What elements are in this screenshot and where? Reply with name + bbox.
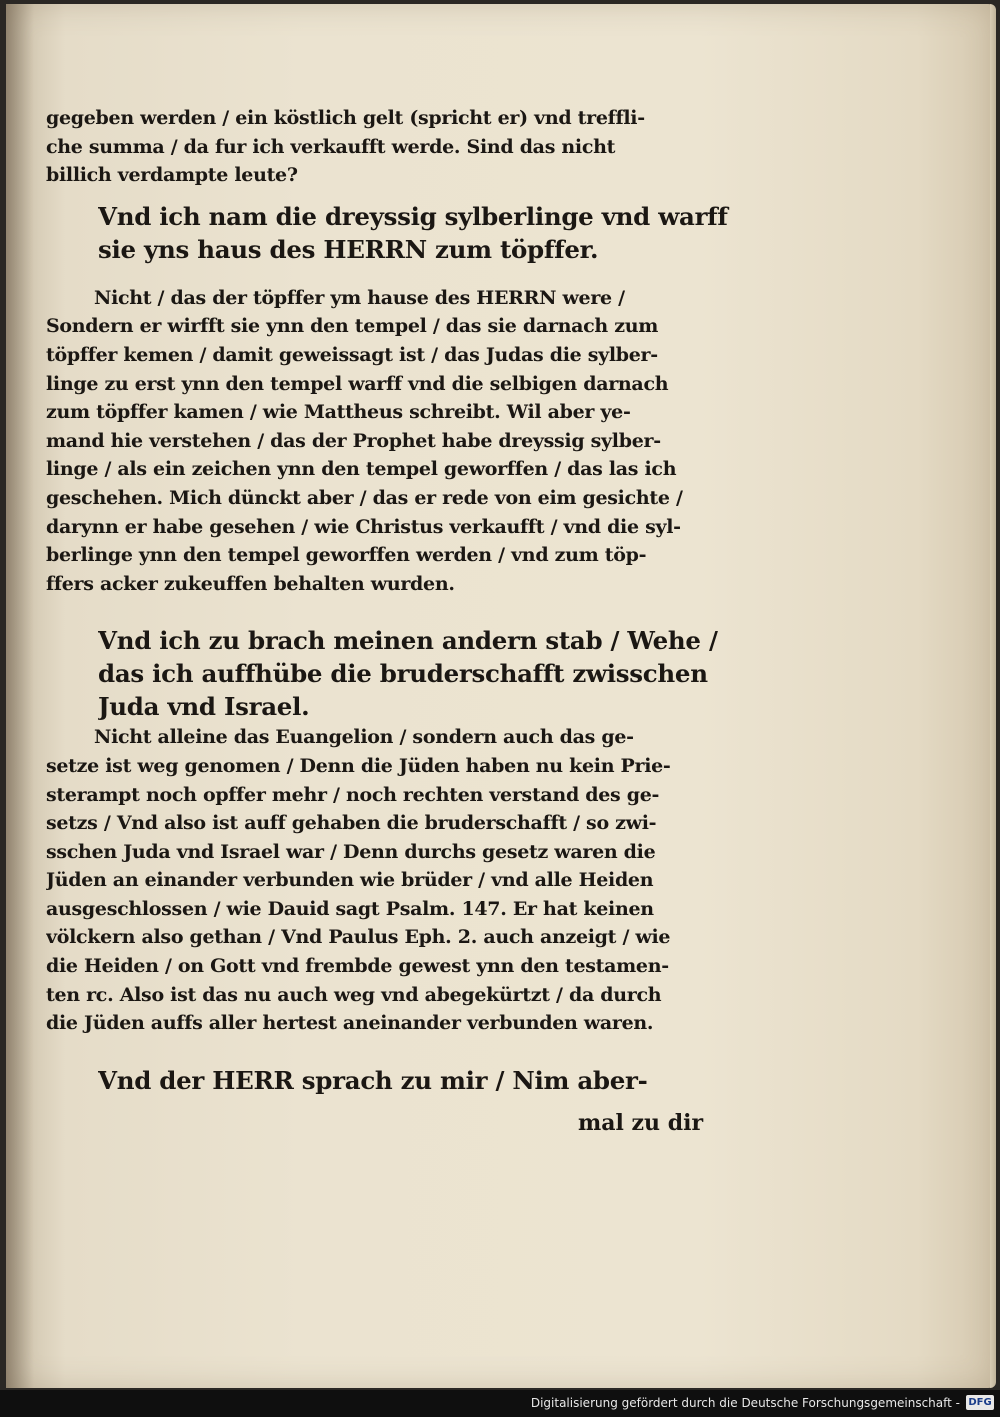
text-line: ffers acker zukeuffen behalten wurden. — [46, 572, 455, 595]
page-text — [46, 104, 736, 1097]
text-line: die Heiden / on Gott vnd frembde gewest ynn den testamen- — [46, 955, 669, 978]
text-line: die Jüden auffs aller hertest aneinander verbunden waren. — [46, 1012, 654, 1035]
verse-line: Vnd ich zu brach meinen andern stab / Wehe / — [98, 626, 718, 656]
text-line: völckern also gethan / Vnd Paulus Eph. 2. auch anzeigt / wie — [46, 926, 671, 949]
page-edge — [990, 4, 996, 1388]
text-line: ausgeschlossen / wie Dauid sagt Psalm. 147. Er hat keinen — [46, 897, 654, 920]
text-line: setzs / Vnd also ist auff gehaben die bruderschafft / so zwi- — [46, 812, 657, 835]
text-line: setze ist weg genomen / Denn die Jüden haben nu kein Prie- — [46, 754, 671, 777]
text-line: billich verdampte leute? — [46, 164, 298, 187]
text-line: ten rc. Also ist das nu auch weg vnd abegekürtzt / da durch — [46, 983, 662, 1006]
text-line: sterampt noch opffer mehr / noch rechten verstand des ge- — [46, 783, 660, 806]
catchword: mal zu dir — [578, 1110, 704, 1136]
footer-bar — [0, 1390, 1000, 1417]
text-line: che summa / da fur ich verkaufft werde. Sind das nicht — [46, 135, 616, 158]
text-line: zum töpffer kamen / wie Mattheus schreibt. Wil aber ye- — [46, 401, 631, 424]
verse-line: das ich auffhübe die bruderschafft zwisschen — [98, 659, 708, 689]
text-line: linge zu erst ynn den tempel warff vnd die selbigen darnach — [46, 372, 669, 395]
paragraph-body-3 — [46, 723, 736, 1038]
verse-line: Vnd ich nam die dreyssig sylberlinge vnd warff — [98, 201, 728, 231]
verse-3 — [46, 1064, 736, 1097]
text-line: gegeben werden / ein köstlich gelt (spricht er) vnd treffli- — [46, 107, 645, 129]
verse-2 — [46, 624, 736, 723]
text-line: mand hie verstehen / das der Prophet habe dreyssig sylber- — [46, 429, 661, 452]
verse-1 — [46, 200, 736, 266]
paragraph-body-1 — [46, 104, 736, 190]
text-line: geschehen. Mich dünckt aber / das er rede von eim gesichte / — [46, 486, 683, 509]
text-line: Sondern er wirfft sie ynn den tempel / das sie darnach zum — [46, 315, 659, 338]
text-line: linge / als ein zeichen ynn den tempel geworffen / das las ich — [46, 458, 677, 481]
dfg-logo: DFG — [966, 1395, 994, 1410]
text-line: töpffer kemen / damit geweissagt ist / das Judas die sylber- — [46, 343, 658, 366]
text-line: Nicht alleine das Euangelion / sondern auch das ge- — [94, 726, 634, 749]
text-line: sschen Juda vnd Israel war / Denn durchs gesetz waren die — [46, 840, 656, 863]
verse-line: Vnd der HERR sprach zu mir / Nim aber- — [98, 1065, 648, 1095]
text-line: berlinge ynn den tempel geworffen werden / vnd zum töp- — [46, 544, 647, 567]
verse-line: Juda vnd Israel. — [98, 692, 310, 722]
funding-credit: Digitalisierung gefördert durch die Deutsche Forschungsgemeinschaft - — [530, 1396, 960, 1410]
text-line: Jüden an einander verbunden wie brüder / vnd alle Heiden — [46, 869, 654, 892]
text-line: darynn er habe gesehen / wie Christus verkaufft / vnd die syl- — [46, 515, 681, 538]
text-line: Nicht / das der töpffer ym hause des HERRN were / — [94, 286, 625, 309]
verse-line: sie yns haus des HERRN zum töpffer. — [98, 234, 599, 264]
paragraph-body-2 — [46, 284, 736, 599]
